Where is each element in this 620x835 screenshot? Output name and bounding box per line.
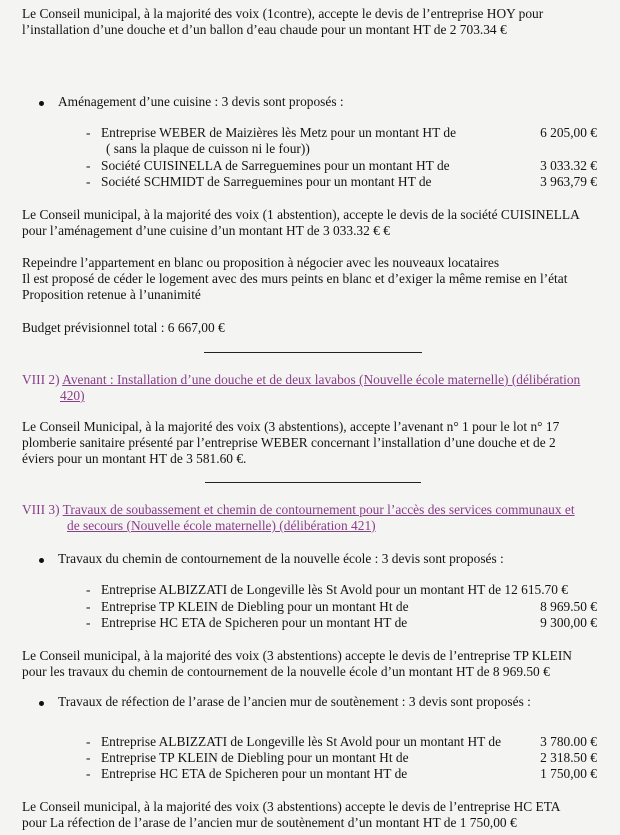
section-number: VIII 2) — [22, 372, 63, 387]
section-title-link[interactable]: 420) — [60, 388, 85, 403]
paragraph-line: Repeindre l’appartement en blanc ou proposition à négocier avec les nouveaux locataires — [22, 255, 500, 270]
dash-icon: - — [86, 615, 91, 630]
quote-item: Société CUISINELLA de Sarreguemines pour un montant HT de — [101, 158, 450, 173]
quote-item: Entreprise WEBER de Maizières lès Metz pour un montant HT de — [101, 125, 457, 140]
divider — [205, 482, 421, 483]
bullet-icon — [39, 558, 44, 563]
quote-item: Entreprise TP KLEIN de Diebling pour un montant Ht de — [101, 750, 409, 765]
quote-amount: 2 318.50 € — [540, 750, 597, 765]
dash-icon: - — [86, 734, 91, 749]
decision-line: pour La réfection de l’arase de l’ancien mur de soutènement d’un montant HT de 1 750,00 € — [22, 815, 517, 830]
decision-line: pour l’aménagement d’une cuisine d’un montant HT de 3 033.32 € € — [22, 223, 390, 238]
quote-amount: 9 300,00 € — [540, 615, 597, 630]
paragraph-line: Proposition retenue à l’unanimité — [22, 287, 201, 302]
paragraph-line: Le Conseil Municipal, à la majorité des voix (3 abstentions), accepte l’avenant n° 1 pour le lot n° 17 — [22, 419, 560, 434]
quote-amount: 3 963,79 € — [540, 174, 597, 189]
quote-item: Société SCHMIDT de Sarreguemines pour un montant HT de — [101, 174, 432, 189]
quote-amount: 1 750,00 € — [540, 766, 597, 781]
paragraph-line: plomberie sanitaire présenté par l’entreprise WEBER concernant l’installation d’une douche et de 2 — [22, 435, 556, 450]
quote-item-note: ( sans la plaque de cuisson ni le four)) — [106, 141, 310, 156]
quote-item: Entreprise ALBIZZATI de Longeville lès St Avold pour un montant HT de 12 615.70 € — [101, 582, 568, 597]
section-title-link[interactable]: de secours (Nouvelle école maternelle) (délibération 421) — [67, 518, 376, 533]
quote-item: Entreprise HC ETA de Spicheren pour un montant HT de — [101, 615, 408, 630]
quote-amount: 3 780.00 € — [540, 734, 597, 749]
bullet-heading: Aménagement d’une cuisine : 3 devis sont proposés : — [58, 94, 344, 109]
quote-item: Entreprise TP KLEIN de Diebling pour un montant Ht de — [101, 599, 409, 614]
bullet-heading: Travaux du chemin de contournement de la nouvelle école : 3 devis sont proposés : — [58, 551, 504, 566]
quote-amount: 3 033.32 € — [540, 158, 597, 173]
bullet-icon — [39, 701, 44, 706]
bullet-heading: Travaux de réfection de l’arase de l’ancien mur de soutènement : 3 devis sont proposés : — [58, 694, 531, 709]
paragraph-line: éviers pour un montant HT de 3 581.60 €. — [22, 451, 247, 466]
dash-icon: - — [86, 766, 91, 781]
section-title — [22, 372, 580, 388]
divider — [204, 352, 422, 353]
section-title-link[interactable]: Avenant : Installation d’une douche et de deux lavabos (Nouvelle école maternelle) (délibération — [62, 372, 581, 387]
dash-icon: - — [86, 582, 91, 597]
bullet-icon — [39, 101, 44, 106]
quote-amount: 8 969.50 € — [540, 599, 597, 614]
quote-item: Entreprise HC ETA de Spicheren pour un montant HT de — [101, 766, 408, 781]
section-title-link[interactable]: Travaux de soubassement et chemin de contournement pour l’accès des services communaux et — [62, 502, 575, 517]
decision-line: Le Conseil municipal, à la majorité des voix (3 abstentions) accepte le devis de l’entreprise HC ETA — [22, 799, 561, 814]
paragraph-line: l’installation d’une douche et d’un ballon d’eau chaude pour un montant HT de 2 703.34 € — [22, 22, 507, 37]
quote-item: Entreprise ALBIZZATI de Longeville lès St Avold pour un montant HT de — [101, 734, 502, 749]
budget-total: Budget prévisionnel total : 6 667,00 € — [22, 320, 225, 335]
dash-icon: - — [86, 158, 91, 173]
decision-line: pour les travaux du chemin de contournement de la nouvelle école d’un montant HT de 8 969.50 € — [22, 664, 550, 679]
dash-icon: - — [86, 174, 91, 189]
dash-icon: - — [86, 750, 91, 765]
dash-icon: - — [86, 125, 91, 140]
dash-icon: - — [86, 599, 91, 614]
decision-line: Le Conseil municipal, à la majorité des voix (1 abstention), accepte le devis de la société CUISINELLA — [22, 207, 580, 222]
section-number: VIII 3) — [22, 502, 63, 517]
paragraph-line: Il est proposé de céder le logement avec des murs peints en blanc et d’exiger la même remise en l’état — [22, 271, 568, 286]
quote-amount: 6 205,00 € — [540, 125, 597, 140]
section-title — [22, 502, 575, 518]
decision-line: Le Conseil municipal, à la majorité des voix (3 abstentions) accepte le devis de l’entreprise TP KLEIN — [22, 648, 572, 663]
paragraph-line: Le Conseil municipal, à la majorité des voix (1contre), accepte le devis de l’entreprise HOY pour — [22, 6, 544, 21]
